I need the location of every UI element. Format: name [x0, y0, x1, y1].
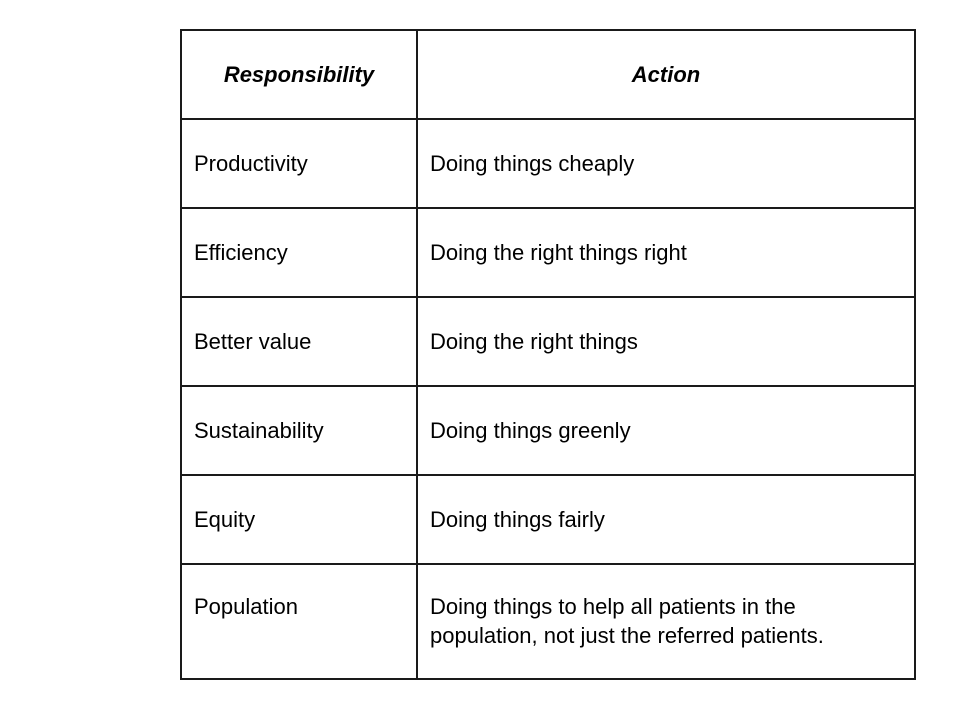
- responsibility-cell: Productivity: [181, 119, 417, 208]
- action-cell: Doing the right things: [417, 297, 915, 386]
- action-cell: Doing things fairly: [417, 475, 915, 564]
- responsibility-cell: Population: [181, 564, 417, 679]
- header-responsibility: Responsibility: [181, 30, 417, 119]
- responsibility-cell: Sustainability: [181, 386, 417, 475]
- responsibility-cell: Better value: [181, 297, 417, 386]
- action-cell: Doing things cheaply: [417, 119, 915, 208]
- responsibility-cell: Equity: [181, 475, 417, 564]
- table-row: [181, 119, 915, 208]
- table-row: [181, 208, 915, 297]
- action-cell: Doing things greenly: [417, 386, 915, 475]
- responsibility-cell: Efficiency: [181, 208, 417, 297]
- table-row: [181, 475, 915, 564]
- action-cell: Doing the right things right: [417, 208, 915, 297]
- table-row: [181, 564, 915, 679]
- action-cell: Doing things to help all patients in the population, not just the referred patients.: [417, 564, 915, 679]
- table-header-row: [181, 30, 915, 119]
- responsibility-action-table: [180, 29, 916, 680]
- header-action: Action: [417, 30, 915, 119]
- table-row: [181, 297, 915, 386]
- table-row: [181, 386, 915, 475]
